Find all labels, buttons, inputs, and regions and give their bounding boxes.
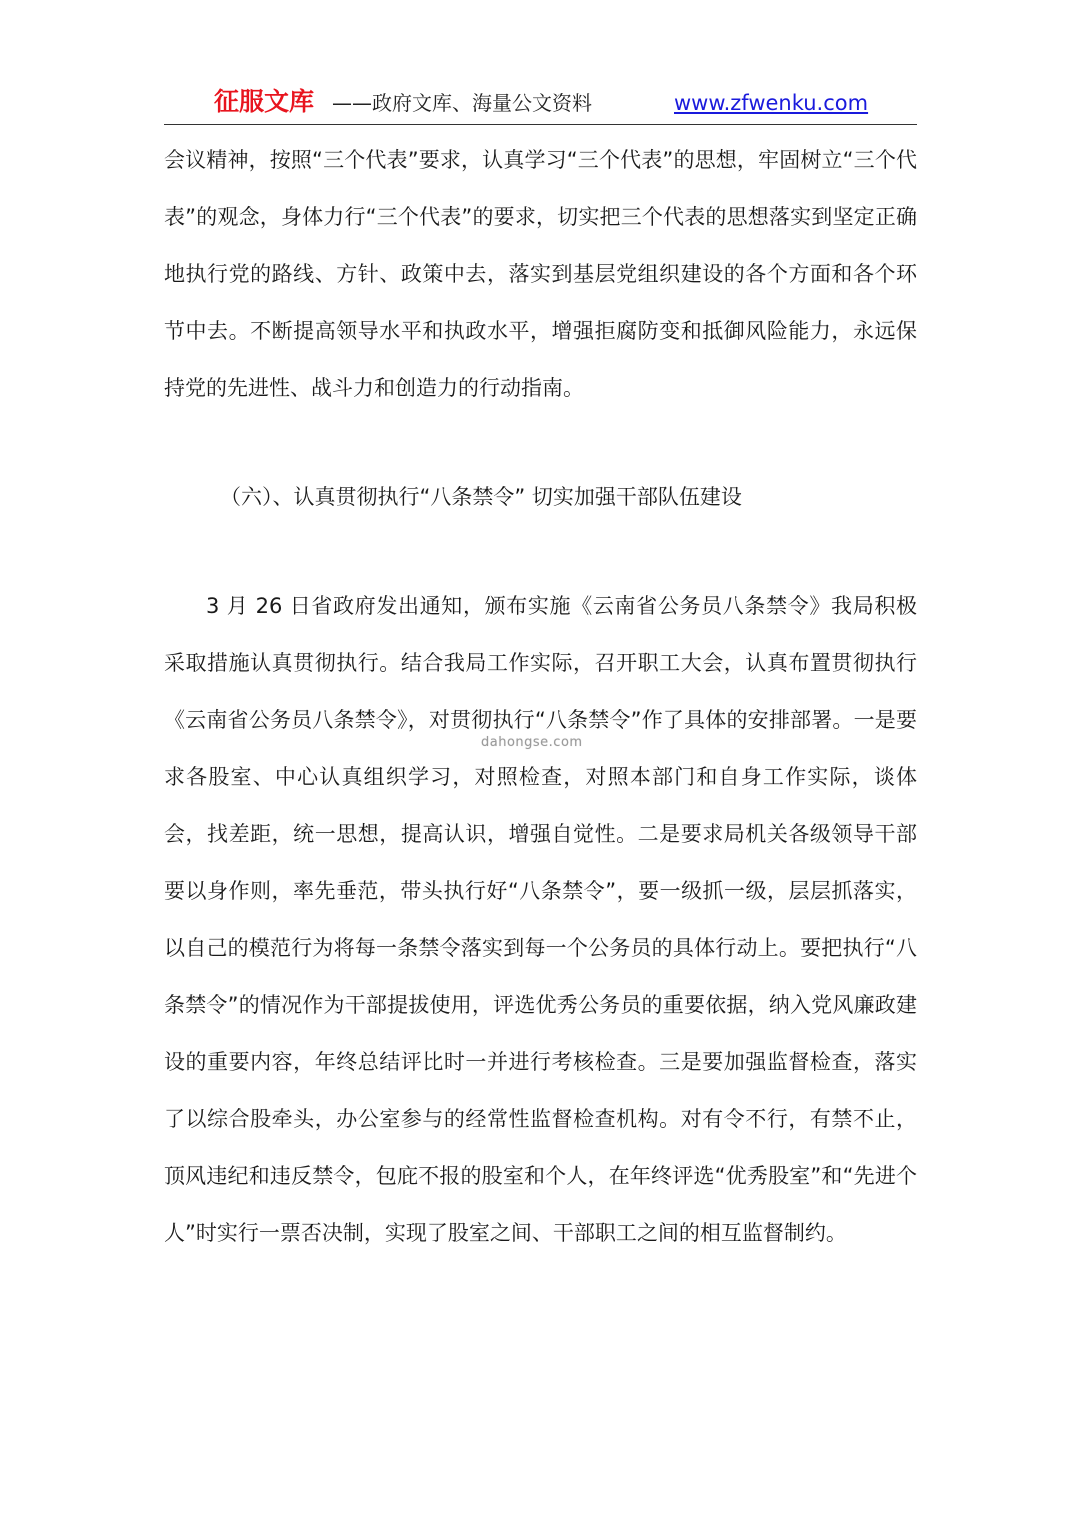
document-body xyxy=(164,132,917,1262)
section-heading: （六）、认真贯彻执行“八条禁令” 切实加强干部队伍建设 xyxy=(220,485,742,509)
paragraph-continued: 会议精神，按照“三个代表”要求，认真学习“三个代表”的思想，牢固树立“三个代表”的观念，身体力行“三个代表”的要求，切实把三个代表的思想落实到坚定正确地执行党的路线、方针、政策中去，落实到基层党组织建设的各个方面和各个环节中去。不断提高领导水平和执政水平，增强拒腐防变和抵御风险能力，永远保持党的先进性、战斗力和创造力的行动指南。 xyxy=(164,148,917,400)
brand-logo-text: 征服文库 xyxy=(214,87,315,116)
site-url-link[interactable]: www.zfwenku.com xyxy=(674,91,869,115)
header-tagline: ——政府文库、海量公文资料 xyxy=(332,91,592,115)
page-header xyxy=(164,84,917,125)
watermark: dahongse.com xyxy=(481,735,583,750)
paragraph-eight-prohibitions: 3 月 26 日省政府发出通知，颁布实施《云南省公务员八条禁令》我局积极采取措施认真贯彻执行。结合我局工作实际，召开职工大会，认真布置贯彻执行《云南省公务员八条禁令》，对贯彻执行“八条禁令”作了具体的安排部署。一是要求各股室、中心认真组织学习，对照检查，对照本部门和自身工作实际，谈体会，找差距，统一思想，提高认识，增强自觉性。二是要求局机关各级领导干部要以身作则，率先垂范，带头执行好“八条禁令”，要一级抓一级，层层抓落实，以自己的模范行为将每一条禁令落实到每一个公务员的具体行动上。要把执行“八条禁令”的情况作为干部提拔使用，评选优秀公务员的重要依据，纳入党风廉政建设的重要内容，年终总结评比时一并进行考核检查。三是要加强监督检查，落实了以综合股牵头，办公室参与的经常性监督检查机构。对有令不行，有禁不止，顶风违纪和违反禁令，包庇不报的股室和个人，在年终评选“优秀股室”和“先进个人”时实行一票否决制，实现了股室之间、干部职工之间的相互监督制约。 xyxy=(164,594,917,1245)
